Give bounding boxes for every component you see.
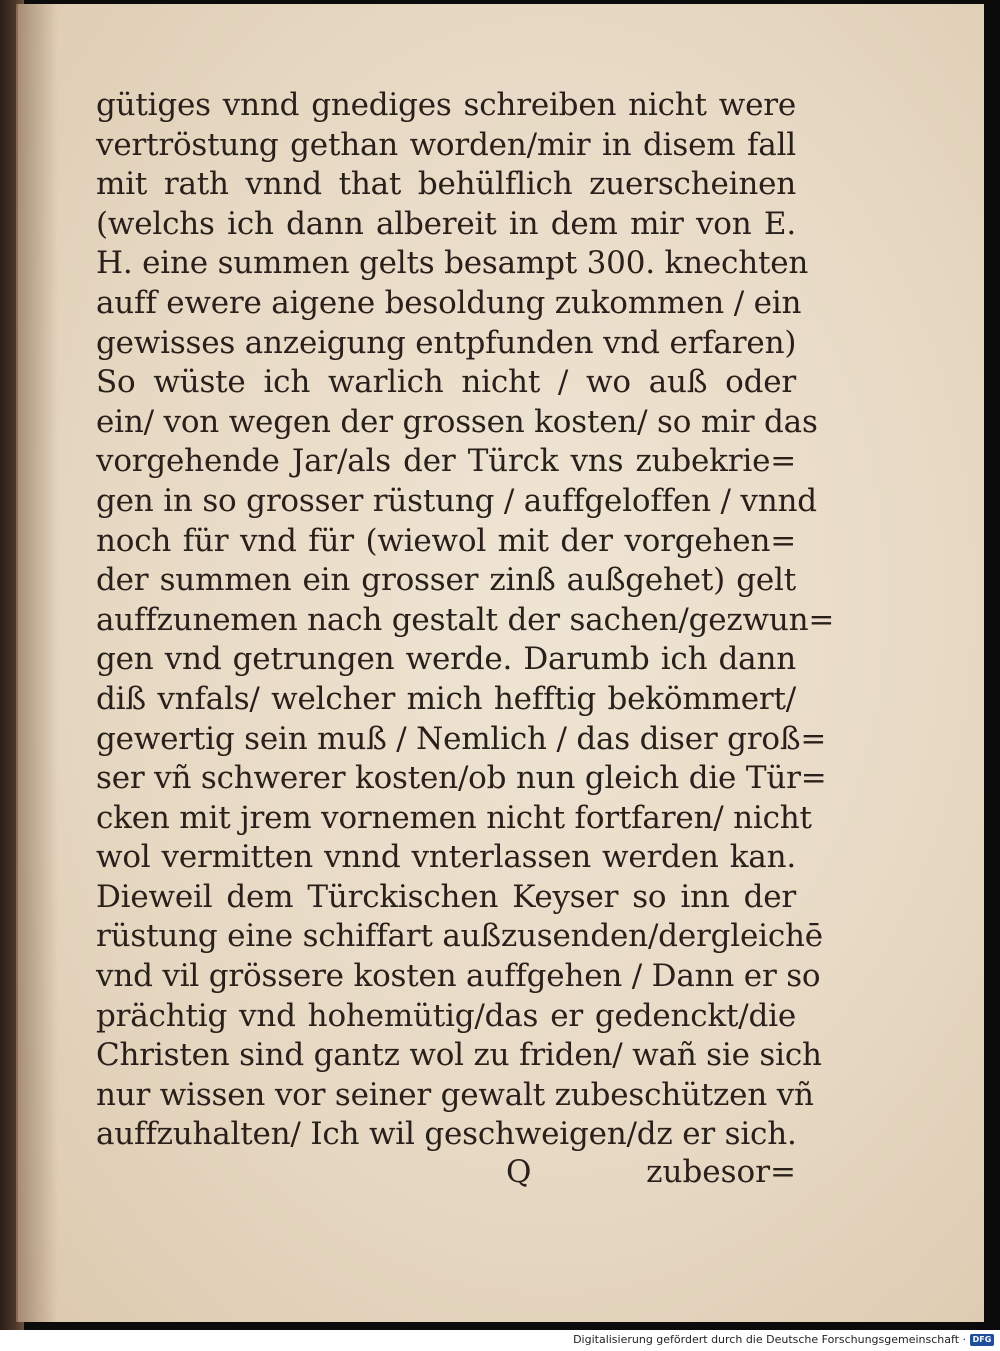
text-line: diß vnfals/ welcher mich hefftig bekömmert/ xyxy=(96,680,796,717)
text-line: So wüste ich warlich nicht / wo auß oder xyxy=(96,364,796,401)
text-line: gütiges vnnd gnediges schreiben nicht were xyxy=(96,87,796,123)
funding-credit: Digitalisierung gefördert durch die Deutsche Forschungsgemeinschaft · xyxy=(573,1333,966,1346)
text-line: gewisses anzeigung entpfunden vnd erfaren) xyxy=(96,324,797,361)
text-line: vorgehende Jar/als der Türck vns zubekrie= xyxy=(96,443,796,480)
text-line: cken mit jrem vornemen nicht fortfaren/ nicht xyxy=(96,799,812,836)
text-line: gewertig sein muß / Nemlich / das diser groß= xyxy=(96,720,827,757)
text-line: auffzuhalten/ Ich wil geschweigen/dz er sich. xyxy=(96,1116,797,1153)
signature-mark: Q xyxy=(506,1154,532,1190)
text-line: ser vñ schwerer kosten/ob nun gleich die Tür= xyxy=(96,760,827,797)
page-footer xyxy=(96,1154,796,1194)
text-line: gen in so grosser rüstung / auffgeloffen / vnnd xyxy=(96,482,817,519)
text-line: prächtig vnd hohemütig/das er gedenckt/die xyxy=(96,997,796,1034)
text-line: vnd vil grössere kosten auffgehen / Dann er so xyxy=(96,958,821,995)
text-line: vertröstung gethan worden/mir in disem fall xyxy=(96,126,796,163)
text-block xyxy=(96,86,835,1155)
gutter-shadow xyxy=(18,4,58,1322)
text-line: ein/ von wegen der grossen kosten/ so mir das xyxy=(96,403,818,440)
catchword: zubesor= xyxy=(646,1154,796,1190)
text-line: wol vermitten vnnd vnterlassen werden kan. xyxy=(96,839,796,876)
credit-bar xyxy=(0,1330,1000,1351)
text-line: auff ewere aigene besoldung zukommen / ein xyxy=(96,284,802,321)
text-line: gen vnd getrungen werde. Darumb ich dann xyxy=(96,641,796,678)
text-line: Dieweil dem Türckischen Keyser so inn der xyxy=(96,878,796,915)
text-line: auffzunemen nach gestalt der sachen/gezwun= xyxy=(96,601,835,638)
text-line: nur wissen vor seiner gewalt zubeschützen vñ xyxy=(96,1076,814,1113)
text-line: rüstung eine schiffart außzusenden/dergleichē xyxy=(96,918,823,955)
text-line: mit rath vnnd that behülflich zuerscheinen xyxy=(96,166,796,203)
book-page xyxy=(16,4,984,1322)
dfg-logo: DFG xyxy=(970,1334,994,1346)
text-line: der summen ein grosser zinß außgehet) gelt xyxy=(96,562,796,599)
text-line: Christen sind gantz wol zu friden/ wañ sie sich xyxy=(96,1037,822,1074)
text-line: (welchs ich dann albereit in dem mir von E. xyxy=(96,205,796,242)
text-line: H. eine summen gelts besampt 300. knechten xyxy=(96,245,809,282)
text-line: noch für vnd für (wiewol mit der vorgehen= xyxy=(96,522,796,559)
